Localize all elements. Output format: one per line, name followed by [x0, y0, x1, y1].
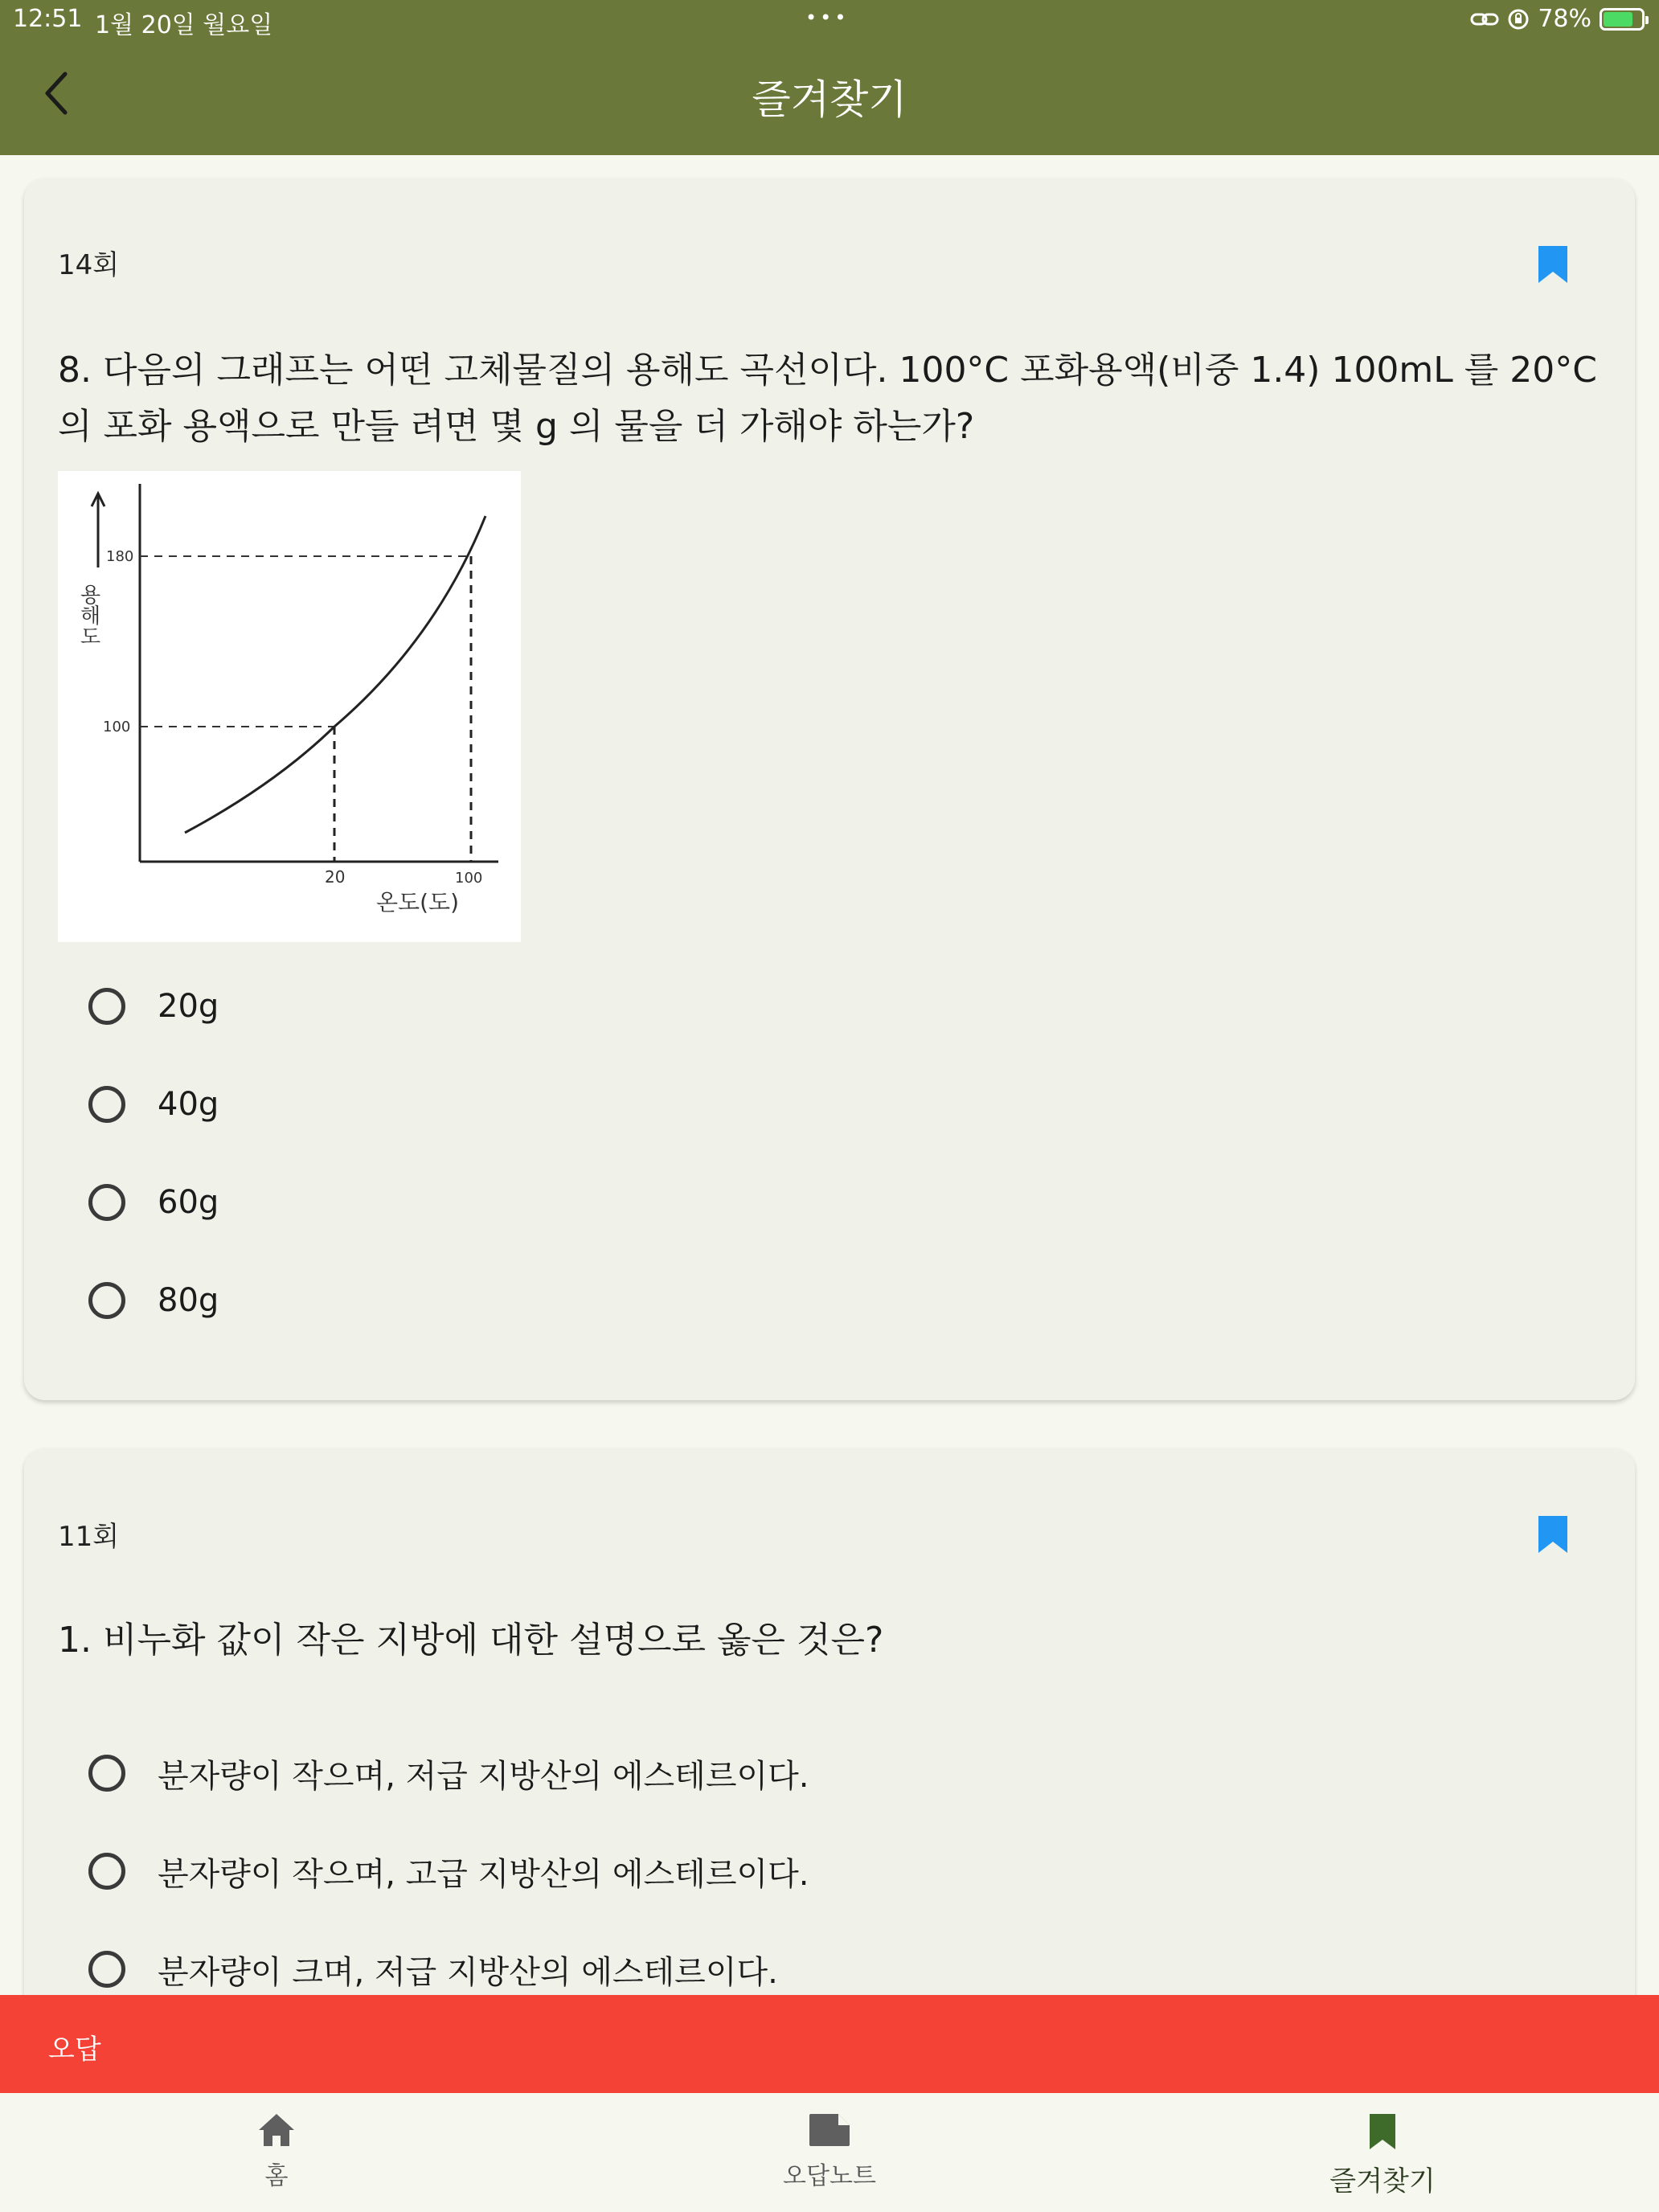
status-right [1470, 5, 1645, 33]
y-tick-180: 180 [106, 548, 134, 565]
app-header [0, 0, 1659, 155]
battery-fill [1604, 12, 1632, 27]
nav-label-home: 홈 [264, 2162, 289, 2190]
radio-button[interactable] [88, 1086, 125, 1123]
bookmark-icon[interactable] [1537, 244, 1569, 285]
option-label: 80g [158, 1282, 219, 1319]
status-bar [0, 0, 1659, 40]
nav-label-favorites: 즐겨찾기 [1329, 2165, 1436, 2198]
page-title: 즐겨찾기 [752, 76, 907, 123]
answer-option[interactable] [88, 1945, 778, 1993]
round-label: 11회 [58, 1521, 120, 1553]
orientation-lock-icon [1507, 8, 1530, 31]
round-label: 14회 [58, 249, 120, 281]
solubility-graph-svg [58, 471, 521, 942]
x-axis-label: 온도(도) [376, 889, 459, 916]
battery-percent: 78% [1538, 5, 1591, 33]
option-label: 분자량이 작으며, 고급 지방산의 에스테르이다. [158, 1855, 809, 1893]
bottom-navigation [0, 2093, 1659, 2212]
bookmark-icon[interactable] [1537, 1514, 1569, 1555]
nav-item-favorites[interactable] [1262, 2093, 1503, 2212]
nav-item-wrong-note[interactable] [709, 2093, 950, 2212]
multitask-dots-icon[interactable]: ••• [805, 6, 850, 29]
nav-label-wrong-note: 오답노트 [783, 2162, 876, 2190]
note-icon [808, 2112, 851, 2148]
y-tick-100: 100 [103, 719, 131, 735]
option-label: 40g [158, 1086, 219, 1123]
wrong-answer-label: 오답 [48, 2034, 101, 2066]
solubility-graph [58, 471, 521, 942]
x-tick-100: 100 [455, 870, 483, 887]
link-icon [1470, 10, 1499, 29]
radio-button[interactable] [88, 1282, 125, 1319]
option-label: 60g [158, 1184, 219, 1221]
radio-button[interactable] [88, 1853, 125, 1890]
answer-option[interactable] [88, 1749, 809, 1797]
question-text: 1. 비누화 값이 작은 지방에 대한 설명으로 옳은 것은? [58, 1620, 884, 1661]
answer-option[interactable] [88, 1178, 219, 1227]
home-icon [257, 2112, 296, 2148]
option-label: 20g [158, 988, 219, 1025]
question-card [24, 178, 1635, 1400]
answer-option[interactable] [88, 1847, 809, 1895]
status-date: 1월 20일 월요일 [95, 11, 273, 39]
radio-button[interactable] [88, 988, 125, 1025]
option-label: 분자량이 크며, 저급 지방산의 에스테르이다. [158, 1953, 778, 1991]
bookmark-icon [1368, 2112, 1397, 2151]
x-tick-20: 20 [325, 867, 346, 887]
answer-option[interactable] [88, 982, 219, 1030]
answer-option[interactable] [88, 1080, 219, 1129]
option-label: 분자량이 작으며, 저급 지방산의 에스테르이다. [158, 1757, 809, 1795]
y-axis-label: 용해도 [76, 584, 100, 646]
battery-icon [1600, 8, 1645, 31]
radio-button[interactable] [88, 1184, 125, 1221]
wrong-answer-banner[interactable] [0, 1995, 1659, 2093]
question-card [24, 1448, 1635, 2059]
status-time: 12:51 [13, 5, 83, 33]
question-text: 8. 다음의 그래프는 어떤 고체물질의 용해도 곡선이다. 100°C 포화용액(비중 1.4) 100mL 를 20°C 의 포화 용액으로 만들 려면 몇 g 의 물을 더 가해야 하는가? [58, 350, 1597, 447]
radio-button[interactable] [88, 1755, 125, 1792]
answer-option[interactable] [88, 1276, 219, 1325]
radio-button[interactable] [88, 1951, 125, 1988]
nav-item-home[interactable] [156, 2093, 397, 2212]
